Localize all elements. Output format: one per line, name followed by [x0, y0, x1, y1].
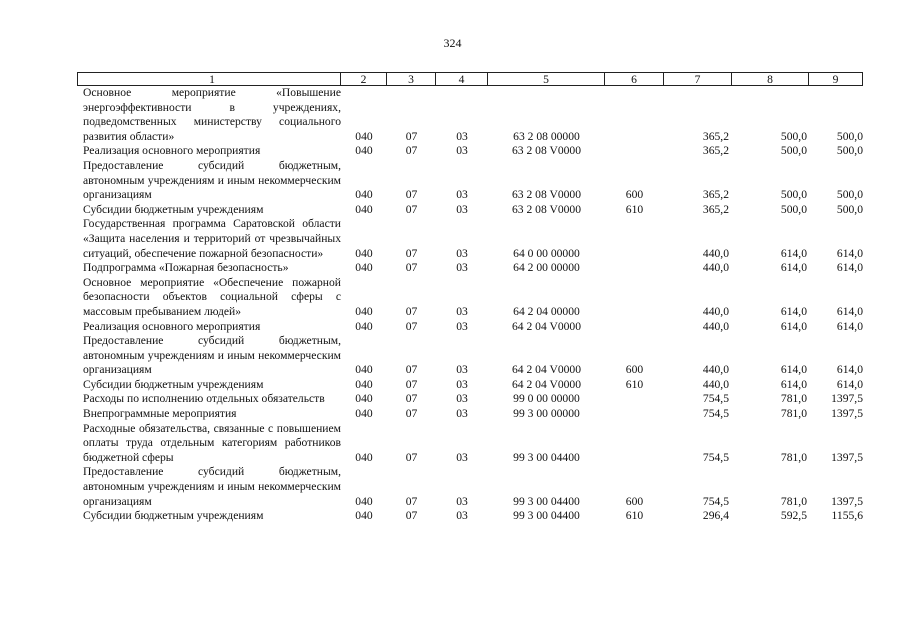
row-description: Субсидии бюджетным учреждениям — [83, 509, 264, 523]
row-section: 07 — [405, 129, 418, 143]
row-admin-code: 040 — [355, 450, 373, 464]
row-admin-code: 040 — [355, 363, 373, 377]
row-amount-col-8: 592,5 — [780, 509, 807, 523]
row-expense-type: 610 — [625, 377, 644, 391]
row-subsection: 03 — [456, 188, 468, 202]
table-header — [77, 72, 863, 86]
table-row — [77, 276, 863, 320]
row-target-article: 64 2 04 V0000 — [511, 319, 582, 333]
row-target-article: 64 2 00 00000 — [513, 261, 580, 275]
row-amount-col-8: 614,0 — [780, 363, 807, 377]
row-target-article: 64 2 04 V0000 — [511, 363, 582, 377]
row-amount-col-9: 614,0 — [836, 304, 863, 318]
row-admin-code: 040 — [355, 304, 373, 318]
row-subsection: 03 — [456, 363, 468, 377]
row-description: Субсидии бюджетным учреждениям — [83, 377, 264, 391]
row-amount-col-7: 296,4 — [702, 509, 729, 523]
row-description: Внепрограммные мероприятия — [83, 407, 237, 421]
row-amount-col-8: 614,0 — [780, 304, 807, 318]
row-subsection: 03 — [456, 129, 468, 143]
row-section: 07 — [405, 407, 418, 421]
row-subsection: 03 — [456, 319, 468, 333]
row-section: 07 — [405, 188, 418, 202]
row-amount-col-7: 365,2 — [702, 129, 729, 143]
row-amount-col-8: 614,0 — [780, 319, 807, 333]
header-col-5: 5 — [488, 72, 605, 86]
row-amount-col-8: 781,0 — [780, 450, 807, 464]
row-amount-col-8: 614,0 — [780, 246, 807, 260]
header-col-3: 3 — [387, 72, 436, 86]
row-section: 07 — [405, 377, 418, 391]
row-admin-code: 040 — [355, 188, 373, 202]
row-amount-col-9: 1155,6 — [831, 509, 863, 523]
row-admin-code: 040 — [355, 407, 373, 421]
header-col-4: 4 — [436, 72, 488, 86]
budget-table — [77, 72, 863, 524]
page-number: 324 — [443, 36, 462, 50]
row-section: 07 — [405, 392, 418, 406]
row-admin-code: 040 — [355, 202, 373, 216]
row-expense-type: 610 — [625, 509, 644, 523]
row-amount-col-7: 440,0 — [702, 304, 729, 318]
row-amount-col-7: 754,5 — [702, 450, 729, 464]
row-subsection: 03 — [456, 494, 468, 508]
row-amount-col-8: 781,0 — [780, 407, 807, 421]
row-amount-col-8: 614,0 — [780, 377, 807, 391]
row-description: Предоставление субсидий бюджетным, автономным учреждениям и иным некоммерческим организациям — [83, 465, 341, 508]
row-subsection: 03 — [456, 392, 468, 406]
row-target-article: 99 3 00 04400 — [513, 494, 580, 508]
row-description: Подпрограмма «Пожарная безопасность» — [83, 261, 289, 275]
row-target-article: 64 2 04 00000 — [513, 304, 580, 318]
row-section: 07 — [405, 202, 418, 216]
row-section: 07 — [405, 144, 418, 158]
row-subsection: 03 — [456, 509, 468, 523]
row-amount-col-7: 440,0 — [702, 246, 729, 260]
header-col-7: 7 — [664, 72, 732, 86]
row-subsection: 03 — [456, 450, 468, 464]
row-subsection: 03 — [456, 144, 468, 158]
row-amount-col-9: 500,0 — [836, 188, 863, 202]
row-amount-col-9: 614,0 — [836, 363, 863, 377]
row-target-article: 63 2 08 V0000 — [511, 202, 582, 216]
row-description: Расходы по исполнению отдельных обязательств — [83, 392, 325, 406]
row-subsection: 03 — [456, 407, 468, 421]
row-amount-col-8: 781,0 — [780, 494, 807, 508]
row-amount-col-8: 500,0 — [780, 144, 807, 158]
row-description: Государственная программа Саратовской области «Защита населения и территорий от чрезвычайных ситуаций, обеспечение пожарной безопасности» — [83, 217, 341, 260]
row-target-article: 64 0 00 00000 — [513, 246, 580, 260]
row-amount-col-9: 1397,5 — [831, 407, 863, 421]
table-row — [77, 261, 863, 276]
row-target-article: 63 2 08 V0000 — [511, 188, 582, 202]
row-amount-col-9: 500,0 — [836, 202, 863, 216]
row-section: 07 — [405, 450, 418, 464]
row-target-article: 63 2 08 V0000 — [511, 144, 582, 158]
row-expense-type: 610 — [625, 202, 644, 216]
header-col-1: 1 — [77, 72, 341, 86]
row-amount-col-7: 440,0 — [702, 363, 729, 377]
row-section: 07 — [405, 304, 418, 318]
row-section: 07 — [405, 494, 418, 508]
row-subsection: 03 — [456, 202, 468, 216]
table-row — [77, 320, 863, 335]
row-amount-col-7: 440,0 — [702, 261, 729, 275]
table-row — [77, 86, 863, 144]
row-amount-col-9: 614,0 — [836, 246, 863, 260]
row-admin-code: 040 — [355, 377, 373, 391]
row-amount-col-8: 500,0 — [780, 188, 807, 202]
table-row — [77, 392, 863, 407]
row-description: Основное мероприятие «Повышение энергоэффективности в учреждениях, подведомственных министерству социального развития области» — [83, 86, 341, 143]
row-target-article: 99 3 00 00000 — [513, 407, 580, 421]
row-amount-col-8: 614,0 — [780, 261, 807, 275]
row-amount-col-9: 1397,5 — [831, 494, 863, 508]
row-admin-code: 040 — [355, 246, 373, 260]
row-section: 07 — [405, 509, 418, 523]
row-amount-col-7: 754,5 — [702, 392, 729, 406]
table-row — [77, 217, 863, 261]
row-amount-col-9: 614,0 — [836, 319, 863, 333]
row-description: Предоставление субсидий бюджетным, автономным учреждениям и иным некоммерческим организациям — [83, 334, 341, 377]
row-description: Субсидии бюджетным учреждениям — [83, 202, 264, 216]
row-target-article: 99 0 00 00000 — [513, 392, 580, 406]
table-row — [77, 509, 863, 524]
row-amount-col-9: 1397,5 — [831, 392, 863, 406]
row-description: Основное мероприятие «Обеспечение пожарной безопасности объектов социальной сферы с массовым пребыванием людей» — [83, 275, 341, 318]
table-body — [77, 86, 863, 524]
row-admin-code: 040 — [355, 144, 373, 158]
row-section: 07 — [405, 363, 418, 377]
row-description: Реализация основного мероприятия — [83, 144, 261, 158]
row-subsection: 03 — [456, 377, 468, 391]
row-subsection: 03 — [456, 304, 468, 318]
row-amount-col-7: 365,2 — [702, 202, 729, 216]
row-expense-type: 600 — [625, 188, 644, 202]
header-col-2: 2 — [341, 72, 387, 86]
row-expense-type: 600 — [625, 494, 644, 508]
row-amount-col-8: 781,0 — [780, 392, 807, 406]
table-row — [77, 422, 863, 466]
row-expense-type: 600 — [625, 363, 644, 377]
row-section: 07 — [405, 261, 418, 275]
row-amount-col-9: 1397,5 — [831, 450, 863, 464]
row-amount-col-8: 500,0 — [780, 129, 807, 143]
row-subsection: 03 — [456, 246, 468, 260]
row-amount-col-7: 440,0 — [702, 319, 729, 333]
row-section: 07 — [405, 246, 418, 260]
table-row — [77, 144, 863, 159]
row-admin-code: 040 — [355, 319, 373, 333]
row-admin-code: 040 — [355, 392, 373, 406]
row-amount-col-7: 440,0 — [702, 377, 729, 391]
row-target-article: 99 3 00 04400 — [513, 450, 580, 464]
row-amount-col-7: 365,2 — [702, 188, 729, 202]
row-amount-col-9: 614,0 — [836, 377, 863, 391]
row-description: Расходные обязательства, связанные с повышением оплаты труда отдельным категориям работников бюджетной сферы — [83, 421, 341, 464]
row-amount-col-9: 500,0 — [836, 129, 863, 143]
row-target-article: 64 2 04 V0000 — [511, 377, 582, 391]
row-target-article: 99 3 00 04400 — [513, 509, 580, 523]
header-col-8: 8 — [732, 72, 809, 86]
row-admin-code: 040 — [355, 494, 373, 508]
table-row — [77, 203, 863, 218]
row-amount-col-9: 500,0 — [836, 144, 863, 158]
row-amount-col-8: 500,0 — [780, 202, 807, 216]
table-row — [77, 378, 863, 393]
row-section: 07 — [405, 319, 418, 333]
row-subsection: 03 — [456, 261, 468, 275]
row-amount-col-7: 754,5 — [702, 494, 729, 508]
row-amount-col-7: 754,5 — [702, 407, 729, 421]
row-admin-code: 040 — [355, 509, 373, 523]
row-description: Предоставление субсидий бюджетным, автономным учреждениям и иным некоммерческим организациям — [83, 158, 341, 202]
row-admin-code: 040 — [355, 261, 373, 275]
table-row — [77, 334, 863, 378]
row-amount-col-7: 365,2 — [702, 144, 729, 158]
table-row — [77, 465, 863, 509]
row-target-article: 63 2 08 00000 — [513, 129, 580, 143]
table-row — [77, 159, 863, 203]
header-col-9: 9 — [809, 72, 863, 86]
header-col-6: 6 — [605, 72, 664, 86]
row-amount-col-9: 614,0 — [836, 261, 863, 275]
row-admin-code: 040 — [355, 129, 373, 143]
table-row — [77, 407, 863, 422]
row-description: Реализация основного мероприятия — [83, 319, 261, 333]
